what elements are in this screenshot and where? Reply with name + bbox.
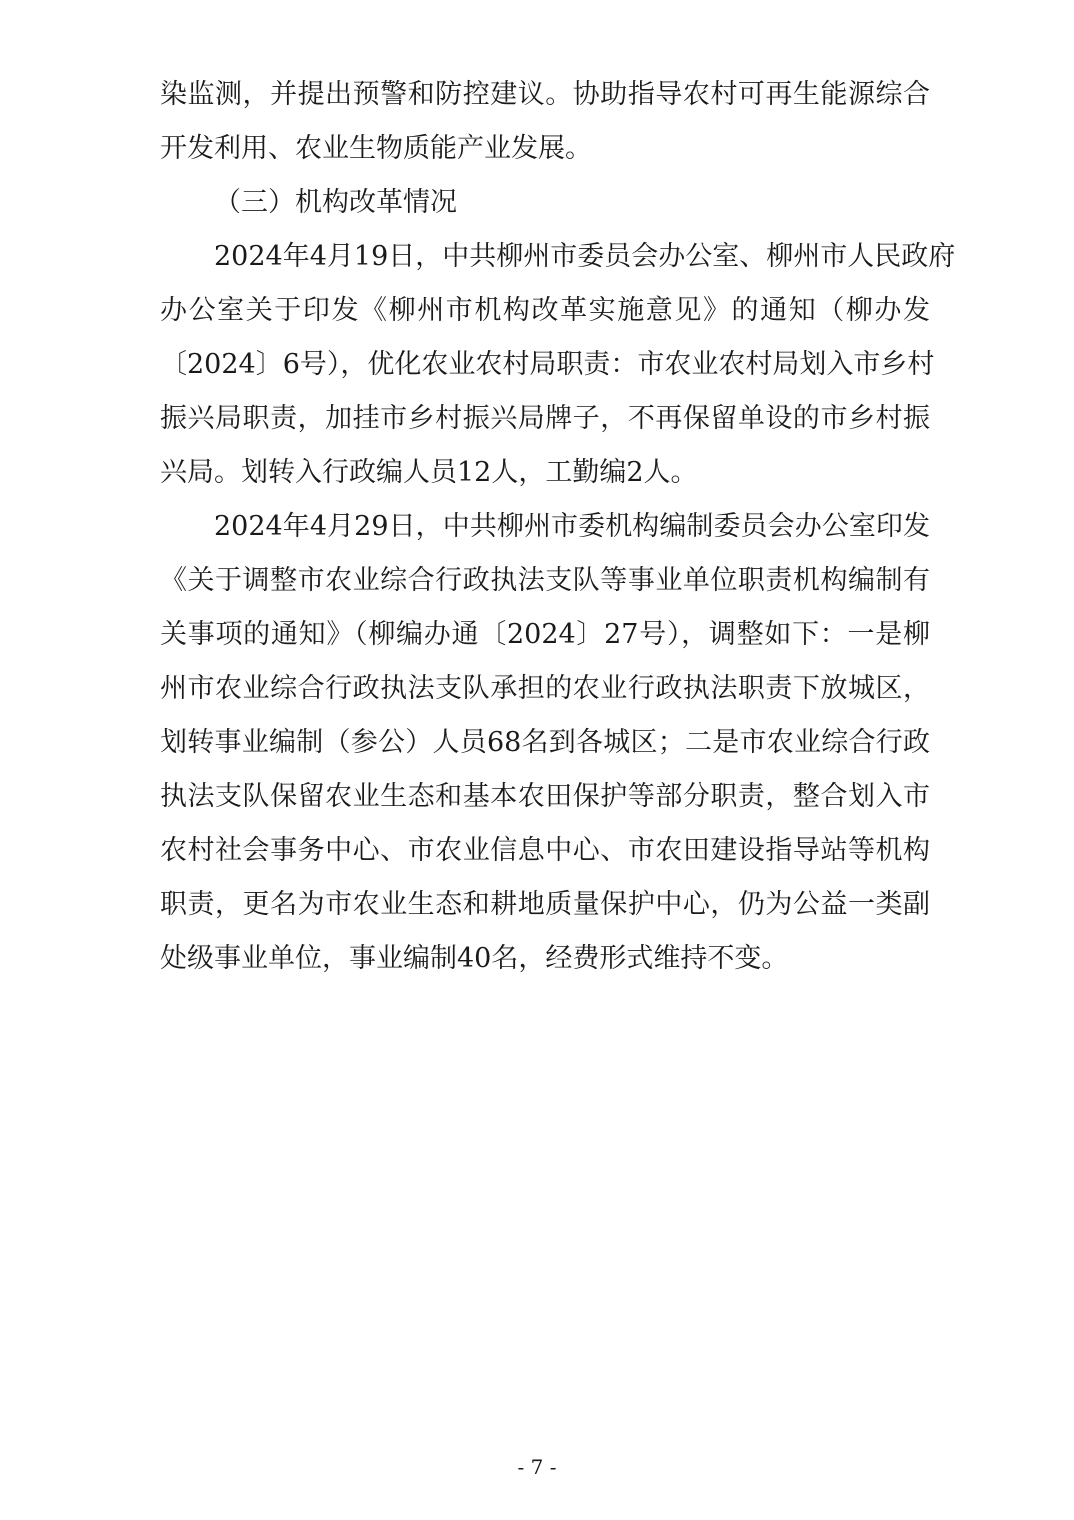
text-line: 振兴局职责，加挂市乡村振兴局牌子，不再保留单设的市乡村振 — [160, 403, 930, 434]
text-line: 州市农业综合行政执法支队承担的农业行政执法职责下放城区， — [160, 673, 930, 704]
page-number: - 7 - — [517, 1455, 557, 1479]
text-line: 办公室关于印发《柳州市机构改革实施意见》的通知（柳办发 — [160, 295, 930, 326]
text-line: 开发利用、农业生物质能产业发展。 — [160, 133, 592, 164]
text-line: 2024年4月29日，中共柳州市委机构编制委员会办公室印发 — [214, 511, 930, 542]
document-body — [160, 68, 956, 986]
text-line: 农村社会事务中心、市农业信息中心、市农田建设指导站等机构 — [160, 835, 930, 866]
text-line: 《关于调整市农业综合行政执法支队等事业单位职责机构编制有 — [160, 565, 930, 596]
text-line: 处级事业单位，事业编制40名，经费形式维持不变。 — [160, 943, 789, 974]
section-heading: （三）机构改革情况 — [214, 187, 457, 218]
text-line: 职责，更名为市农业生态和耕地质量保护中心，仍为公益一类副 — [160, 889, 930, 920]
text-line: 〔2024〕6号），优化农业农村局职责：市农业农村局划入市乡村 — [160, 349, 935, 380]
text-line: 关事项的通知》（柳编办通〔2024〕27号），调整如下：一是柳 — [160, 619, 930, 650]
text-line: 划转事业编制（参公）人员68名到各城区；二是市农业综合行政 — [160, 727, 930, 758]
text-line: 染监测，并提出预警和防控建议。协助指导农村可再生能源综合 — [160, 79, 930, 110]
text-line: 兴局。划转入行政编人员12人，工勤编2人。 — [160, 457, 698, 488]
text-line: 2024年4月19日，中共柳州市委员会办公室、柳州市人民政府 — [214, 241, 956, 272]
text-line: 执法支队保留农业生态和基本农田保护等部分职责，整合划入市 — [160, 781, 930, 812]
